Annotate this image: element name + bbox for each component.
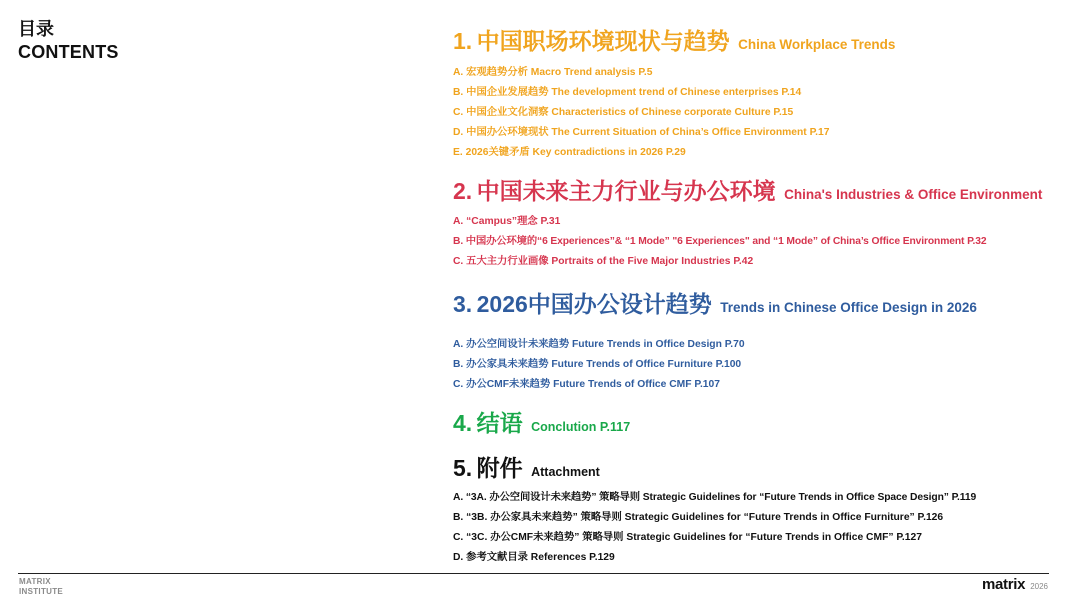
section-3-title[interactable] [453, 286, 977, 319]
toc-item[interactable]: B. 中国办公环境的“6 Experiences”& “1 Mode” "6 Experiences" and “1 Mode” of China’s Office Environment P.32 [453, 236, 987, 247]
section-5-title[interactable] [453, 450, 976, 483]
toc-item[interactable]: C. 中国企业文化洞察 Characteristics of Chinese corporate Culture P.15 [453, 107, 794, 118]
toc-item[interactable]: A. 宏观趋势分析 Macro Trend analysis P.5 [453, 67, 653, 78]
section-title-cn: 结语 [476, 410, 523, 436]
section-5-items [453, 488, 976, 568]
section-title-en: Trends in Chinese Office Design in 2026 [720, 300, 977, 315]
footer-year: 2026 [1030, 582, 1048, 591]
institute-line-1: MATRIX [19, 577, 51, 586]
section-title-cn: 附件 [476, 455, 523, 481]
toc-item[interactable]: A. “Campus”理念 P.31 [453, 216, 561, 227]
section-4-title[interactable] [453, 405, 630, 438]
toc-heading [18, 18, 119, 64]
toc-item[interactable]: A. “3A. 办公空间设计未来趋势” 策略导则 Strategic Guidelines for “Future Trends in Office Space Design” P.119 [453, 492, 977, 503]
section-5 [453, 450, 976, 568]
section-title-en: Conclution P.117 [531, 420, 631, 434]
toc-heading-cn: 目录 [18, 19, 54, 39]
section-number: 1. [453, 28, 473, 54]
toc-item[interactable]: E. 2026关键矛盾 Key contradictions in 2026 P.29 [453, 147, 686, 158]
section-title-cn: 中国未来主力行业与办公环境 [476, 178, 776, 204]
section-number: 3. [453, 291, 473, 317]
section-4 [453, 405, 630, 438]
section-title-cn: 中国职场环境现状与趋势 [476, 28, 730, 54]
section-number: 4. [453, 410, 473, 436]
footer-divider [18, 573, 1049, 574]
toc-item[interactable]: D. 参考文献目录 References P.129 [453, 552, 615, 563]
toc-heading-en: CONTENTS [18, 42, 119, 62]
section-title-cn: 2026中国办公设计趋势 [476, 291, 712, 317]
section-title-en: China Workplace Trends [738, 37, 896, 52]
section-title-en: China's Industries & Office Environment [784, 187, 1043, 202]
section-2 [453, 173, 1042, 272]
toc-item[interactable]: B. 办公家具未来趋势 Future Trends of Office Furniture P.100 [453, 359, 742, 370]
toc-item[interactable]: D. 中国办公环境现状 The Current Situation of China’s Office Environment P.17 [453, 127, 830, 138]
toc-item[interactable]: C. 办公CMF未来趋势 Future Trends of Office CMF P.107 [453, 379, 720, 390]
section-1-items [453, 63, 895, 163]
toc-item[interactable]: C. 五大主力行业画像 Portraits of the Five Major Industries P.42 [453, 256, 754, 267]
section-3 [453, 286, 977, 395]
footer-institute [19, 577, 63, 597]
section-1-title[interactable] [453, 23, 895, 56]
footer-brand [982, 576, 1048, 593]
section-number: 2. [453, 178, 473, 204]
toc-item[interactable]: C. “3C. 办公CMF未来趋势” 策略导则 Strategic Guidelines for “Future Trends in Office CMF” P.127 [453, 532, 922, 543]
section-title-en: Attachment [531, 465, 600, 479]
section-number: 5. [453, 455, 473, 481]
section-3-items [453, 335, 977, 395]
toc-item[interactable]: B. “3B. 办公家具未来趋势” 策略导则 Strategic Guidelines for “Future Trends in Office Furniture” P.126 [453, 512, 944, 523]
toc-item[interactable]: B. 中国企业发展趋势 The development trend of Chinese enterprises P.14 [453, 87, 802, 98]
matrix-logo: matrix [981, 576, 1026, 593]
toc-item[interactable]: A. 办公空间设计未来趋势 Future Trends in Office Design P.70 [453, 339, 745, 350]
section-2-title[interactable] [453, 173, 1042, 206]
section-1 [453, 23, 895, 163]
institute-line-2: INSTITUTE [19, 587, 64, 596]
section-2-items [453, 212, 1042, 272]
